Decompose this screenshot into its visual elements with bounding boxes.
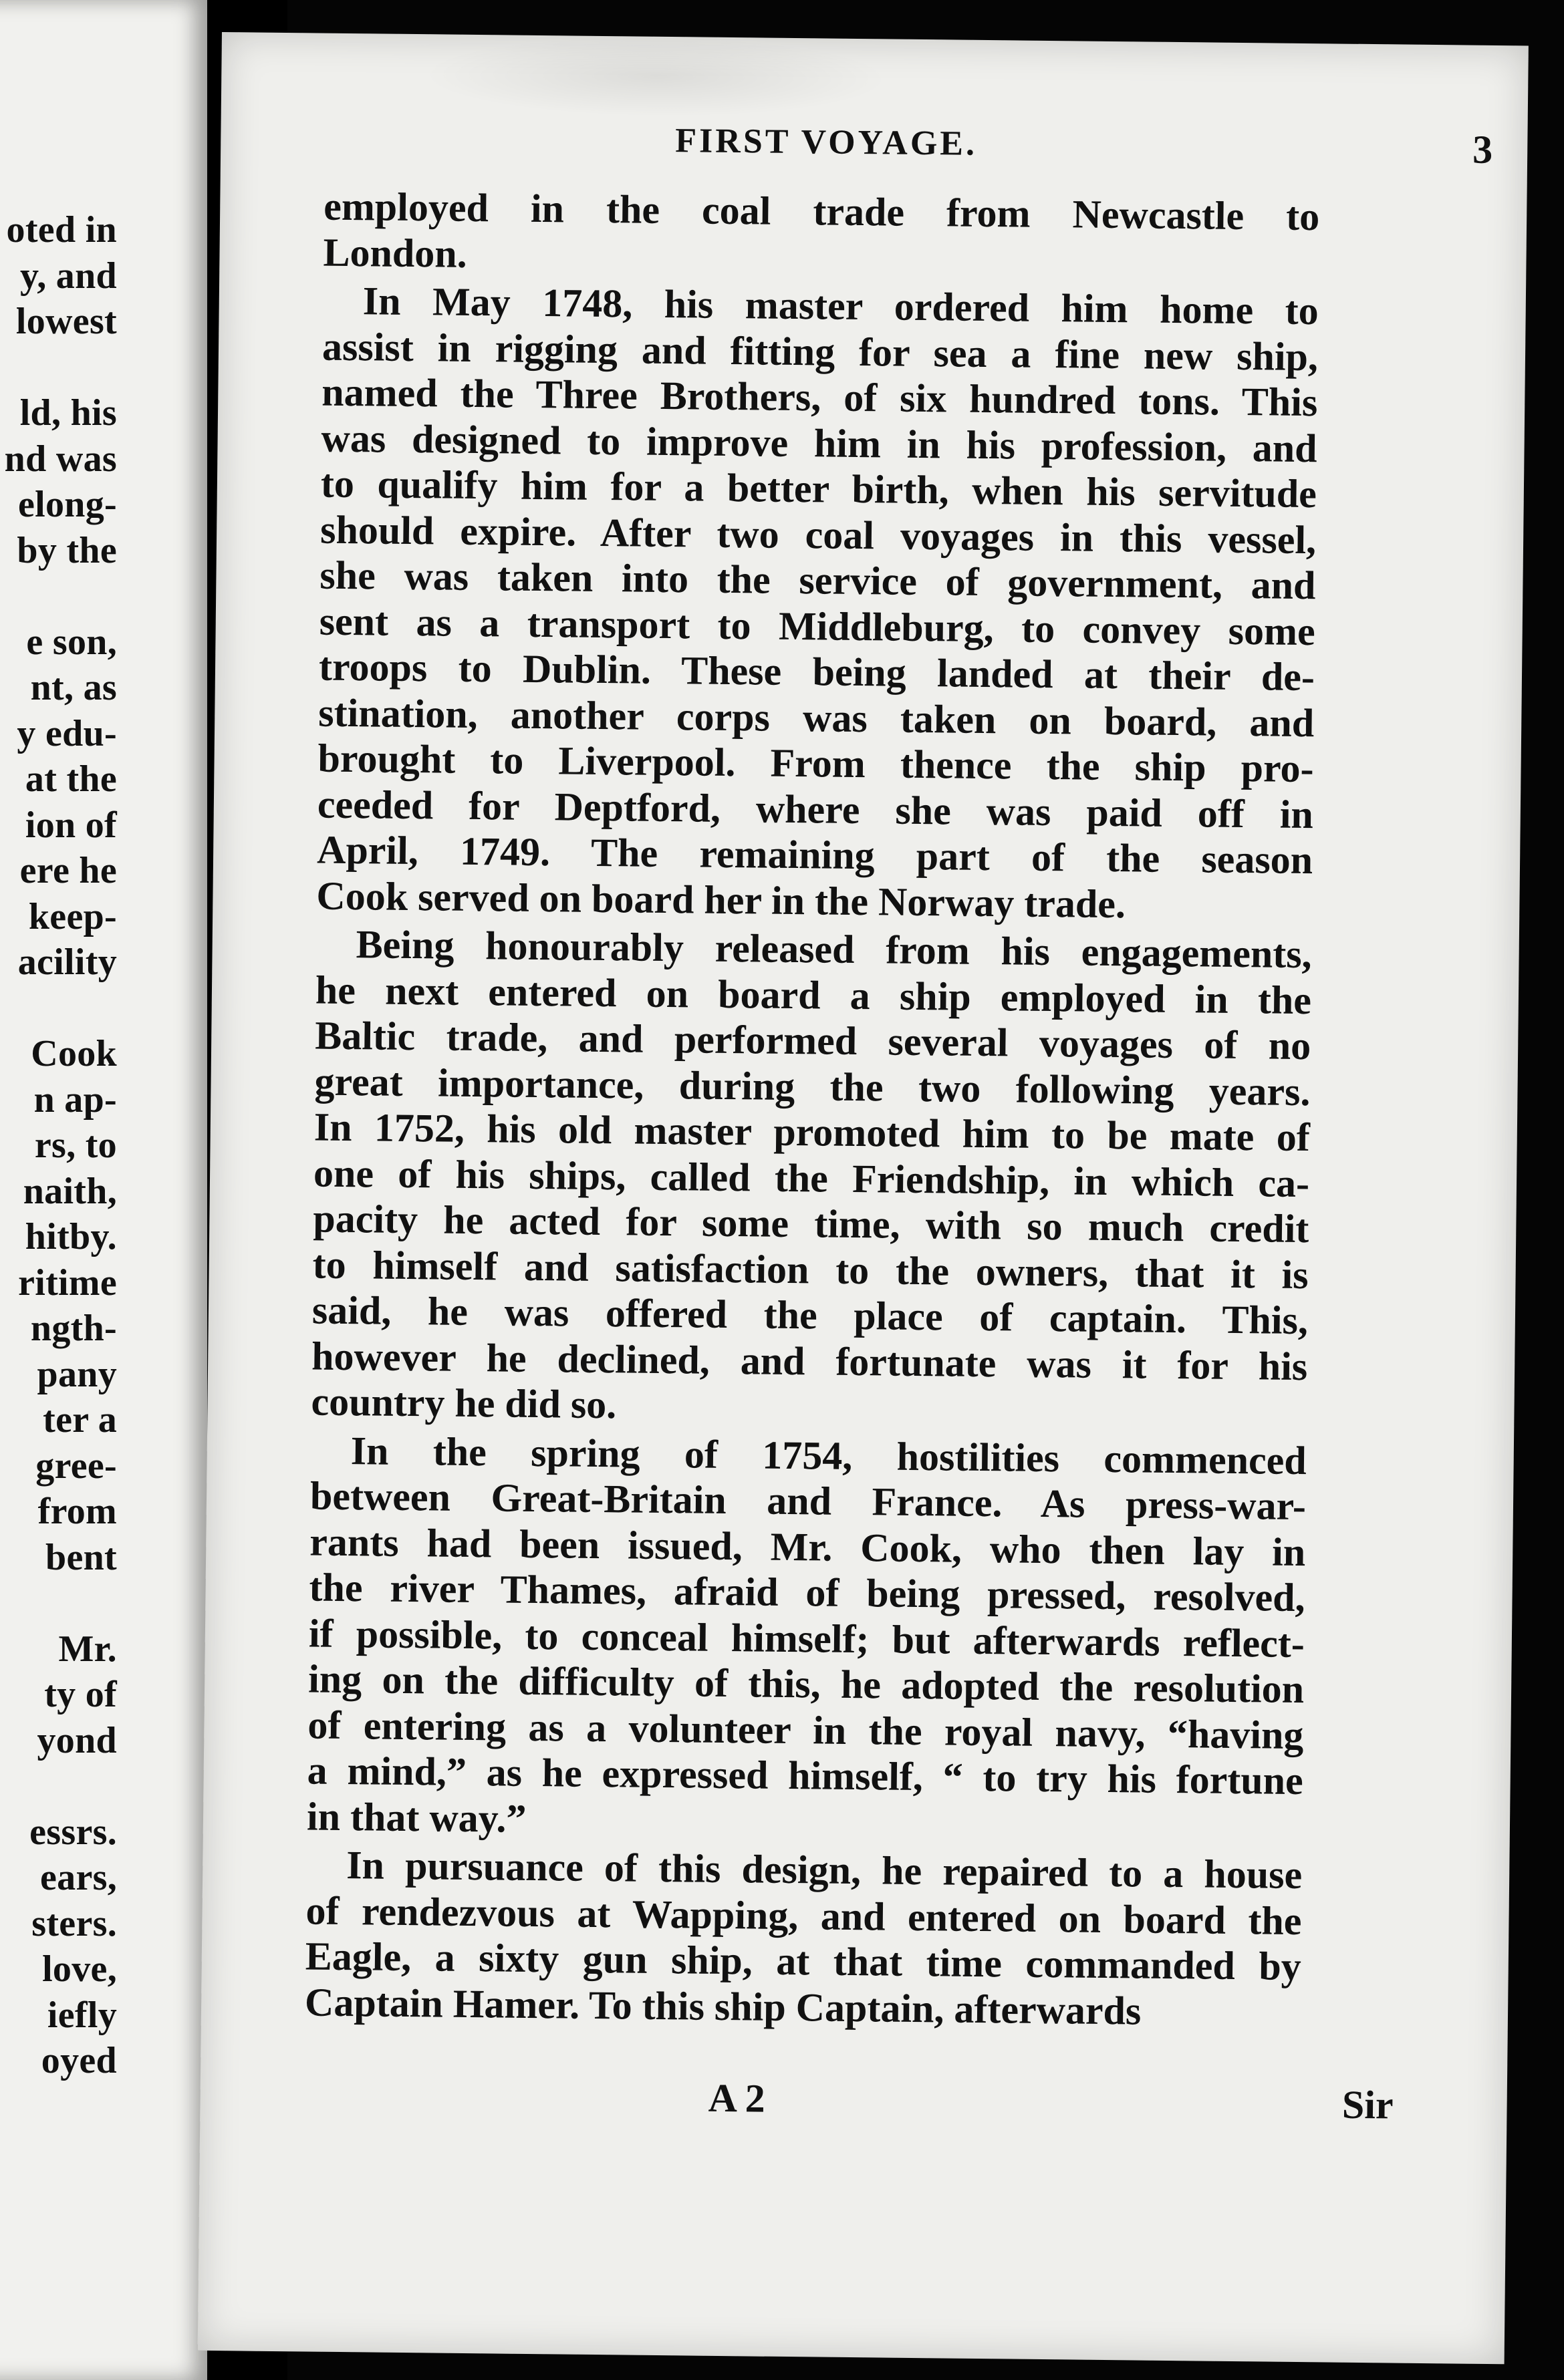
previous-page-line: rs, to [34, 1125, 117, 1166]
previous-page-line: ty of [44, 1674, 117, 1715]
previous-page-line: ter a [43, 1399, 117, 1441]
previous-page-line: Cook [31, 1033, 117, 1074]
text-line: employed in the coal trade from Newcastle to [323, 184, 1320, 239]
page-number: 3 [1472, 127, 1493, 172]
text-line: Being honourably released from his engagements, [356, 922, 1312, 977]
previous-page-line: keep- [28, 895, 117, 937]
text-line: a mind,” as he expressed himself, “ to try his fortune [307, 1748, 1304, 1803]
previous-page-line: gree- [35, 1445, 117, 1487]
previous-page-line: pany [37, 1353, 117, 1395]
text-line: Cook served on board her in the Norway trade. [316, 873, 1126, 926]
text-line: Baltic trade, and performed several voyages of no [314, 1013, 1311, 1068]
paragraph [305, 1841, 1303, 2035]
previous-page-line: y, and [20, 255, 117, 297]
previous-page-line: at the [25, 758, 117, 800]
text-line: April, 1749. The remaining part of the season [316, 827, 1313, 883]
previous-page-line: bent [45, 1536, 117, 1578]
text-line: of entering as a volunteer in the royal navy, “having [307, 1702, 1304, 1757]
text-line: if possible, to conceal himself; but afterwards reflect- [308, 1610, 1305, 1666]
previous-page-line [0, 1763, 117, 1809]
previous-page-line: oted in [6, 209, 117, 251]
previous-page-line [0, 573, 117, 619]
previous-page-line: ere he [19, 850, 117, 891]
text-line: ceeded for Deptford, where she was paid off in [317, 782, 1314, 837]
text-line: assist in rigging and fitting for sea a fine new ship, [321, 324, 1319, 379]
text-line: Eagle, a sixty gun ship, at that time commanded by [305, 1934, 1302, 1989]
page-footer [200, 2070, 1507, 2137]
running-title: FIRST VOYAGE. [675, 122, 978, 163]
text-line: however he declined, and fortunate was it for his [311, 1334, 1308, 1388]
previous-page-line: n ap- [33, 1078, 117, 1121]
paragraph [323, 184, 1319, 286]
text-line: should expire. After two coal voyages in this vessel, [319, 507, 1317, 562]
previous-page-line: acility [17, 941, 117, 983]
previous-page-line: nd was [4, 438, 117, 480]
text-line: country he did so. [311, 1379, 617, 1427]
text-line: rants had been issued, Mr. Cook, who then lay in [309, 1519, 1306, 1574]
text-line: of rendezvous at Wapping, and entered on board the [305, 1888, 1302, 1943]
body-text [305, 184, 1320, 2035]
text-line: in that way.” [306, 1793, 527, 1841]
text-line: In pursuance of this design, he repaired to a house [346, 1843, 1303, 1898]
page-stain [422, 34, 890, 119]
paragraph [307, 1427, 1307, 1849]
previous-page-line: ion of [25, 804, 117, 846]
previous-page-line: from [37, 1491, 117, 1532]
previous-page-line: iefly [47, 1994, 117, 2036]
previous-page-line: sters. [31, 1902, 117, 1944]
previous-page-line: by the [17, 529, 117, 571]
previous-page-fragment [0, 0, 207, 2380]
text-line: between Great-Britain and France. As press-war- [309, 1473, 1307, 1529]
previous-page-text [0, 207, 117, 2084]
paragraph [316, 278, 1319, 929]
text-line: ing on the difficulty of this, he adopted the resolution [307, 1656, 1305, 1712]
text-line: to himself and satisfaction to the owners, that it is [312, 1242, 1309, 1297]
running-head [221, 116, 1528, 183]
book-page [198, 32, 1529, 2364]
text-line: the river Thames, afraid of being pressed, resolved, [309, 1565, 1305, 1620]
previous-page-line: ritime [18, 1261, 117, 1304]
text-line: named the Three Brothers, of six hundred tons. This [321, 369, 1318, 425]
previous-page-line: oyed [41, 2040, 117, 2081]
previous-page-line: love, [42, 1948, 117, 1990]
previous-page-line: ld, his [19, 392, 117, 434]
previous-page-line: Mr. [58, 1628, 117, 1670]
text-line: brought to Liverpool. From thence the ship pro- [317, 736, 1314, 791]
text-line: great importance, during the two following years. [314, 1059, 1311, 1114]
text-line: was designed to improve him in his profession, and [321, 416, 1317, 470]
previous-page-line [0, 345, 117, 391]
previous-page-line: nt, as [30, 667, 117, 708]
text-line: one of his ships, called the Friendship, in which ca- [313, 1151, 1310, 1205]
text-line: she was taken into the service of government, and [319, 553, 1316, 608]
previous-page-line: e son, [26, 621, 117, 663]
text-line: pacity he acted for some time, with so much credit [313, 1196, 1309, 1251]
text-line: said, he was offered the place of captain. This, [311, 1288, 1309, 1343]
text-line: sent as a transport to Middleburg, to convey some [319, 599, 1316, 653]
text-line: In 1752, his old master promoted him to be mate of [313, 1104, 1311, 1160]
catchword: Sir [1341, 2082, 1394, 2127]
paragraph [311, 921, 1312, 1435]
previous-page-line [0, 1580, 117, 1626]
previous-page-line: yond [37, 1719, 117, 1761]
text-line: troops to Dublin. These being landed at their de- [318, 644, 1315, 700]
signature-mark: A 2 [708, 2075, 766, 2121]
previous-page-line: ngth- [30, 1308, 117, 1349]
previous-page-line: elong- [17, 484, 117, 525]
text-line: to qualify him for a better birth, when his servitude [320, 461, 1317, 516]
previous-page-line: hitby. [25, 1216, 117, 1257]
previous-page-line: naith, [23, 1170, 117, 1212]
text-line: London. [323, 230, 468, 276]
text-line: Captain Hamer. To this ship Captain, afterwards [304, 1979, 1142, 2033]
text-line: he next entered on board a ship employed in the [315, 968, 1312, 1022]
text-line: In May 1748, his master ordered him home to [362, 279, 1319, 333]
previous-page-line: ears, [39, 1857, 117, 1898]
previous-page-line: y edu- [17, 712, 117, 754]
previous-page-line: essrs. [29, 1811, 117, 1853]
previous-page-line [0, 986, 117, 1032]
text-line: In the spring of 1754, hostilities commenced [350, 1428, 1307, 1483]
previous-page-line: lowest [15, 301, 117, 342]
text-line: stination, another corps was taken on board, and [318, 690, 1315, 745]
